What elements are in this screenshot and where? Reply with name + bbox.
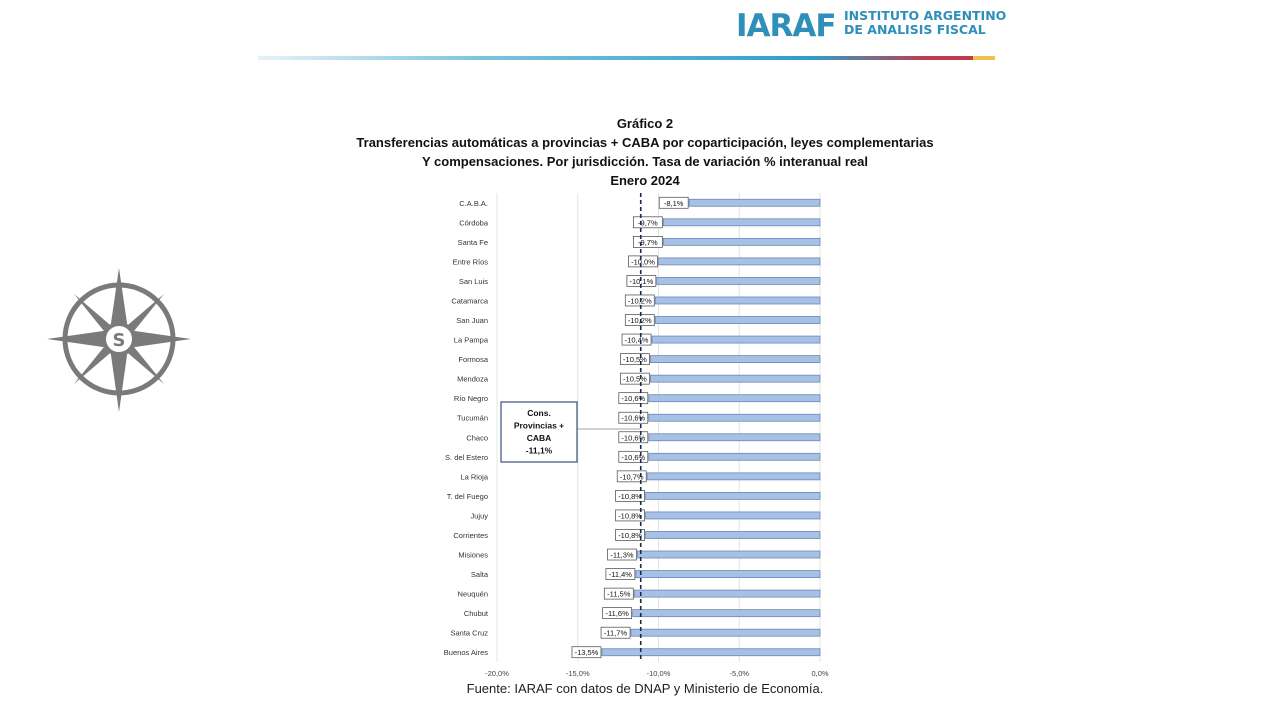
data-label: -8,1% xyxy=(663,198,684,208)
bar xyxy=(655,317,820,324)
category-label: Entre Ríos xyxy=(452,257,488,267)
data-label: -10,6% xyxy=(621,452,646,462)
reference-callout-text: Provincias + xyxy=(513,420,565,431)
chart-title-line-3: Y compensaciones. Por jurisdicción. Tasa de variación % interanual real xyxy=(421,154,869,169)
bar xyxy=(657,277,820,284)
logo-line-2: DE ANALISIS FISCAL xyxy=(844,22,986,37)
category-label: Chaco xyxy=(466,433,488,443)
x-tick-label: -10,0% xyxy=(646,669,671,678)
bar xyxy=(663,238,820,245)
category-label: Corrientes xyxy=(453,530,488,540)
logo-mark: IARAF xyxy=(736,8,836,44)
data-label: -10,5% xyxy=(623,374,647,384)
data-label: -11,6% xyxy=(605,609,629,619)
category-label: C.A.B.A. xyxy=(459,198,488,208)
bar xyxy=(652,336,820,343)
bar xyxy=(633,610,820,617)
data-label: -10,2% xyxy=(627,316,652,326)
data-label: -10,4% xyxy=(624,335,649,345)
category-label: Misiones xyxy=(458,550,488,560)
source-note: Fuente: IARAF con datos de DNAP y Ministerio de Economía. xyxy=(466,681,824,696)
x-tick-label: 0,0% xyxy=(811,669,829,678)
bar xyxy=(646,492,820,499)
data-label: -9,7% xyxy=(638,237,658,247)
bar xyxy=(631,629,820,636)
data-label: -10,5% xyxy=(623,355,647,365)
category-label: Chubut xyxy=(463,609,488,619)
data-label: -11,5% xyxy=(607,589,631,599)
bar xyxy=(646,512,820,519)
category-label: San Juan xyxy=(456,316,488,326)
category-label: Santa Fe xyxy=(457,237,488,247)
data-label: -9,7% xyxy=(638,218,658,228)
reference-callout-text: Cons. xyxy=(527,408,551,418)
category-label: Mendoza xyxy=(457,374,488,384)
bar xyxy=(663,219,820,226)
data-label: -11,4% xyxy=(608,570,632,580)
data-label: -10,1% xyxy=(629,276,654,286)
bar xyxy=(638,551,820,558)
category-label: La Rioja xyxy=(460,472,488,482)
reference-callout-text: -11,1% xyxy=(525,445,553,456)
category-label: Catamarca xyxy=(451,296,488,306)
data-label: -10,7% xyxy=(619,472,644,482)
category-label: Río Negro xyxy=(453,394,488,404)
category-label: La Pampa xyxy=(453,335,488,345)
bar xyxy=(650,375,820,382)
category-label: Buenos Aires xyxy=(443,648,488,658)
bar xyxy=(649,453,820,460)
bar xyxy=(649,434,820,441)
bar xyxy=(655,297,820,304)
category-label: T. del Fuego xyxy=(446,491,488,501)
data-label: -10,2% xyxy=(627,296,652,306)
bar xyxy=(649,395,820,402)
data-label: -10,6% xyxy=(621,394,646,404)
data-label: -10,0% xyxy=(631,257,655,267)
data-label: -11,7% xyxy=(603,628,628,638)
bar xyxy=(636,571,820,578)
data-label: -10,8% xyxy=(618,491,642,501)
data-label: -10,6% xyxy=(621,433,646,443)
data-label: -11,3% xyxy=(610,550,634,560)
category-label: Santa Cruz xyxy=(450,628,488,638)
bar xyxy=(689,199,820,206)
category-label: Jujuy xyxy=(470,511,488,521)
category-label: Tucumán xyxy=(457,413,488,423)
category-label: S. del Estero xyxy=(445,452,488,462)
bar xyxy=(650,356,820,363)
category-label: Salta xyxy=(470,570,488,580)
bar xyxy=(659,258,821,265)
data-label: -10,6% xyxy=(621,413,646,423)
compass-letter: S xyxy=(112,330,126,351)
bar xyxy=(634,590,820,597)
chart-title-line-2: Transferencias automáticas a provincias + CABA por coparticipación, leyes complementarias xyxy=(356,135,934,150)
x-tick-label: -5,0% xyxy=(729,669,750,678)
chart-title-line-1: Gráfico 2 xyxy=(616,116,674,131)
logo-line-1: INSTITUTO ARGENTINO xyxy=(844,8,1007,23)
chart-title-line-4: Enero 2024 xyxy=(610,173,680,188)
category-label: Neuquén xyxy=(457,589,488,599)
data-label: -10,8% xyxy=(618,530,642,540)
bar xyxy=(649,414,820,421)
x-tick-label: -20,0% xyxy=(485,669,509,678)
data-label: -10,8% xyxy=(618,511,642,521)
bar xyxy=(602,649,820,656)
category-label: Córdoba xyxy=(459,218,488,228)
category-label: Formosa xyxy=(458,355,488,365)
x-tick-label: -15,0% xyxy=(565,669,590,678)
reference-callout-text: CABA xyxy=(526,433,552,443)
bar xyxy=(647,473,820,480)
bar xyxy=(646,531,820,538)
data-label: -13,5% xyxy=(574,648,599,658)
category-label: San Luis xyxy=(458,276,488,286)
